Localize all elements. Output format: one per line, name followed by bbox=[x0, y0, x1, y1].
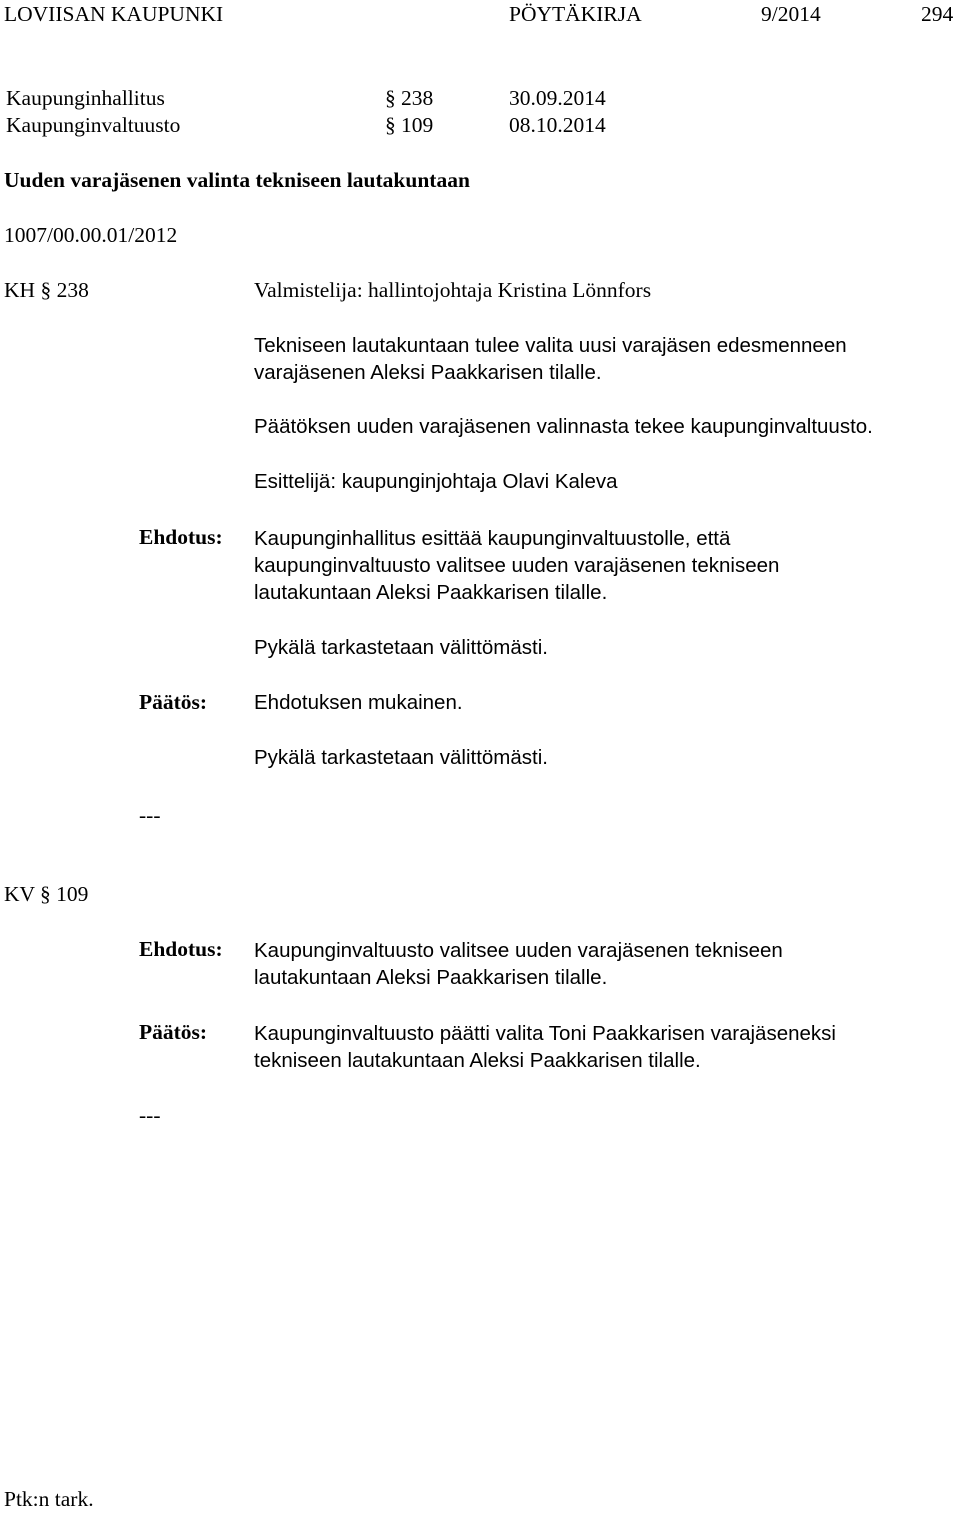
separator: --- bbox=[139, 803, 161, 827]
section-sign: § bbox=[385, 86, 396, 110]
separator: --- bbox=[139, 1103, 161, 1127]
kh-paragraph-2: Päätöksen uuden varajäsenen valinnasta tekee kaupunginvaltuusto. bbox=[254, 415, 873, 438]
section-number: 238 bbox=[401, 86, 434, 110]
presenter: Esittelijä: kaupunginjohtaja Olavi Kaleva bbox=[254, 470, 618, 493]
body-name: Kaupunginvaltuusto bbox=[6, 113, 181, 137]
section-sign: § bbox=[40, 278, 52, 302]
issue-number: 9/2014 bbox=[761, 2, 821, 26]
kv-decision bbox=[254, 1020, 944, 1074]
kv-reference bbox=[4, 880, 88, 908]
document-type: PÖYTÄKIRJA bbox=[509, 2, 642, 26]
kv-prefix: KV bbox=[4, 882, 35, 906]
proposal-label: Ehdotus: bbox=[139, 937, 223, 961]
kh-prefix: KH bbox=[4, 278, 36, 302]
minutes-check-note: Ptk:n tark. bbox=[4, 1487, 94, 1511]
kh-reference bbox=[4, 276, 89, 304]
text-line: Kaupunginvaltuusto valitsee uuden varajäsenen tekniseen bbox=[254, 939, 783, 962]
text-line: varajäsenen Aleksi Paakkarisen tilalle. bbox=[254, 361, 602, 384]
kh-decision: Ehdotuksen mukainen. bbox=[254, 691, 463, 714]
section-number: 109 bbox=[401, 113, 434, 137]
check-note: Pykälä tarkastetaan välittömästi. bbox=[254, 746, 548, 769]
kh-paragraph-1 bbox=[254, 332, 944, 386]
check-note: Pykälä tarkastetaan välittömästi. bbox=[254, 636, 548, 659]
case-number: 1007/00.00.01/2012 bbox=[4, 223, 178, 247]
text-line: Tekniseen lautakuntaan tulee valita uusi varajäsen edesmenneen bbox=[254, 334, 847, 357]
body-name: Kaupunginhallitus bbox=[6, 86, 165, 110]
proposal-label: Ehdotus: bbox=[139, 525, 223, 549]
decision-label: Päätös: bbox=[139, 1020, 208, 1044]
meeting-date: 08.10.2014 bbox=[509, 113, 606, 137]
decision-label: Päätös: bbox=[139, 690, 208, 714]
preparer: Valmistelija: hallintojohtaja Kristina Lönnfors bbox=[254, 278, 652, 302]
text-line: tekniseen lautakuntaan Aleksi Paakkarisen tilalle. bbox=[254, 1049, 701, 1072]
item-title: Uuden varajäsenen valinta tekniseen lautakuntaan bbox=[4, 168, 470, 192]
text-line: lautakuntaan Aleksi Paakkarisen tilalle. bbox=[254, 581, 608, 604]
kh-proposal bbox=[254, 525, 944, 606]
kv-proposal bbox=[254, 937, 944, 991]
text-line: lautakuntaan Aleksi Paakkarisen tilalle. bbox=[254, 966, 608, 989]
text-line: kaupunginvaltuusto valitsee uuden varajäsenen tekniseen bbox=[254, 554, 780, 577]
text-line: Kaupunginhallitus esittää kaupunginvaltuustolle, että bbox=[254, 527, 731, 550]
section-sign: § bbox=[40, 882, 51, 906]
organization-name: LOVIISAN KAUPUNKI bbox=[4, 2, 224, 26]
meeting-date: 30.09.2014 bbox=[509, 86, 606, 110]
section-sign: § bbox=[385, 113, 396, 137]
page-number: 294 bbox=[921, 2, 954, 26]
kh-number: 238 bbox=[56, 278, 89, 302]
kv-number: 109 bbox=[56, 882, 89, 906]
text-line: Kaupunginvaltuusto päätti valita Toni Paakkarisen varajäseneksi bbox=[254, 1022, 836, 1045]
